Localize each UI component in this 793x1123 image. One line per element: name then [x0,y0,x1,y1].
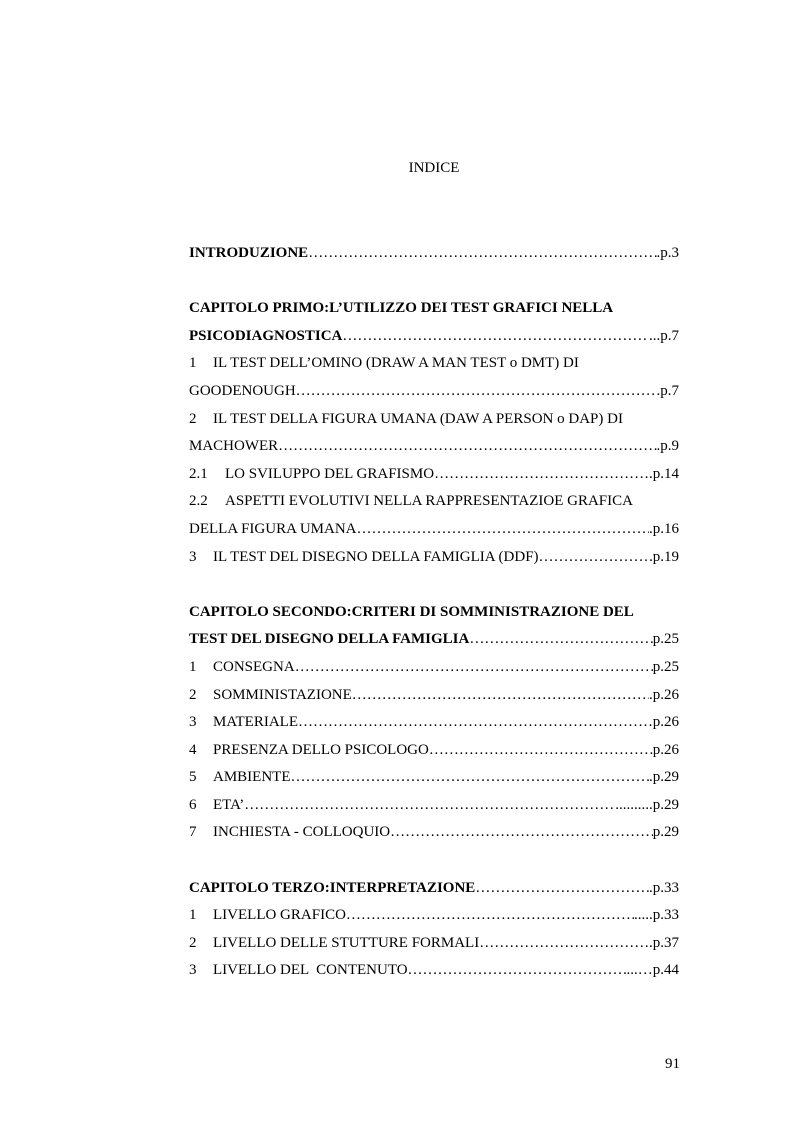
toc-entry[interactable] [189,406,679,434]
toc-page: p.25 [652,658,679,675]
dot-leader [298,709,653,737]
dot-leader [308,240,656,268]
dot-leader [352,682,649,710]
toc-label: LIVELLO DEL CONTENUTO [213,962,408,979]
toc-entry[interactable] [189,957,679,985]
toc-label: AMBIENTE [213,769,291,786]
dot-leader [475,875,649,903]
chapter-heading[interactable]: CAPITOLO PRIMO:L’UTILIZZO DEI TEST GRAFICI NELLA [189,300,614,317]
toc-label: MACHOWER [189,438,279,455]
toc-page: p.25 [652,631,679,648]
toc-label: INCHIESTA - COLLOQUIO [213,824,391,841]
toc-label: LIVELLO GRAFICO [213,907,346,924]
page-title: INDICE [408,160,460,176]
toc-label: IL TEST DELL’OMINO (DRAW A MAN TEST o DMT) DI [213,355,579,372]
dot-leader [357,516,649,544]
toc-entry[interactable] [189,461,679,489]
toc-page: p.19 [652,548,679,565]
toc-number: 2 [189,410,197,427]
toc-number: 2.2 [189,493,208,510]
toc-number: 6 [189,796,197,813]
toc-page: .p.29 [649,769,679,786]
dot-leader [291,764,650,792]
toc-label: LO SVILUPPO DEL GRAFISMO [225,465,435,482]
toc-entry[interactable] [189,902,679,930]
toc-page: .p.26 [649,686,679,703]
toc-label: DELLA FIGURA UMANA [189,520,357,537]
toc-number: 2 [189,934,197,951]
toc-page: .p.16 [649,520,679,537]
toc-page: .p.37 [649,934,679,951]
toc-label: PRESENZA DELLO PSICOLOGO [213,741,429,758]
toc-number: 3 [189,548,197,565]
toc-number: 2 [189,686,197,703]
toc-number: 3 [189,962,197,979]
toc-label: ASPETTI EVOLUTIVI NELLA RAPPRESENTAZIOE GRAFICA [225,493,633,510]
toc-entry-chapter-1[interactable] [189,323,679,351]
dot-leader [390,819,653,847]
toc-page: .p.7 [656,382,679,399]
toc-number: 5 [189,769,197,786]
toc-entry[interactable] [189,709,679,737]
toc-entry[interactable] [189,682,679,710]
dot-leader [244,792,615,820]
toc-entry[interactable] [189,819,679,847]
dot-leader [346,902,634,930]
toc-page: .....p.33 [634,907,679,924]
dot-leader [296,378,657,406]
dot-leader [434,461,649,489]
toc-page: .p.14 [649,465,679,482]
toc-label: IL TEST DELLA FIGURA UMANA (DAW A PERSON o DAP) DI [213,410,623,427]
dot-leader [278,433,656,461]
toc-number: 1 [189,658,197,675]
toc-label: CAPITOLO TERZO:INTERPRETAZIONE [189,879,476,896]
toc-entry[interactable] [189,737,679,765]
toc-number: 1 [189,907,197,924]
toc-number: 3 [189,714,197,731]
toc-label: ETA’ [213,796,245,813]
dot-leader [539,544,653,572]
toc-entry[interactable] [189,654,679,682]
toc-entry[interactable] [189,930,679,958]
toc-page: ..........p.29 [615,796,679,813]
toc-page: ...…p.44 [626,962,679,979]
dot-leader [342,323,649,351]
dot-leader [408,957,627,985]
toc-label: SOMMINISTAZIONE [213,686,352,703]
toc-label: PSICODIAGNOSTICA [189,327,343,344]
toc-page: .p.33 [649,879,679,896]
dot-leader [479,930,649,958]
toc-entry[interactable] [189,544,679,572]
toc-label: LIVELLO DELLE STUTTURE FORMALI [213,934,480,951]
toc-page: p.26 [652,741,679,758]
toc-entry-continued[interactable] [189,433,679,461]
toc-entry[interactable] [189,792,679,820]
toc-page: .p.9 [656,438,679,455]
toc-number: 7 [189,824,197,841]
toc-label: CONSEGNA [213,658,295,675]
toc-entry-continued[interactable] [189,378,679,406]
toc-label: MATERIALE [213,714,298,731]
toc-page: p.29 [652,824,679,841]
dot-leader [469,626,652,654]
toc-entry-introduzione[interactable] [189,240,679,268]
toc-entry[interactable] [189,488,679,516]
toc-label: TEST DEL DISEGNO DELLA FAMIGLIA [189,631,470,648]
toc-page: ...p.7 [649,327,679,344]
toc-number: 4 [189,741,197,758]
toc-entry-chapter-2[interactable] [189,626,679,654]
page-number: 91 [665,1056,680,1072]
dot-leader [429,737,653,765]
chapter-heading[interactable]: CAPITOLO SECONDO:CRITERI DI SOMMINISTRAZIONE DEL [189,603,634,620]
toc-label: IL TEST DEL DISEGNO DELLA FAMIGLIA (DDF) [213,548,539,565]
toc-page: p.26 [652,714,679,731]
dot-leader [295,654,653,682]
table-of-contents [189,240,679,985]
toc-entry-continued[interactable] [189,516,679,544]
toc-entry[interactable] [189,764,679,792]
toc-entry[interactable] [189,350,679,378]
toc-entry-chapter-3[interactable] [189,875,679,903]
toc-number: 2.1 [189,465,208,482]
toc-label: INTRODUZIONE [189,245,309,261]
toc-number: 1 [189,355,197,372]
toc-page: .p.3 [656,245,679,261]
toc-label: GOODENOUGH [189,382,296,399]
